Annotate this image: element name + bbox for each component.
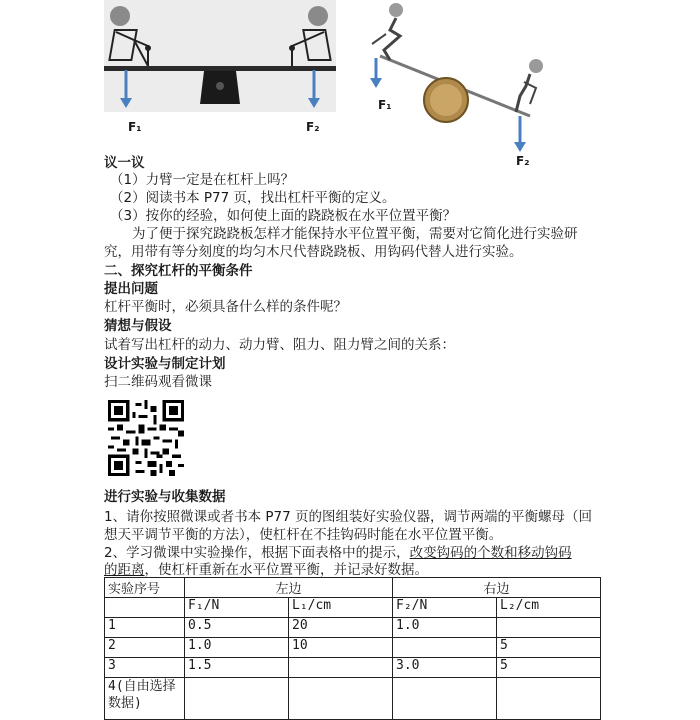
step2-line2-b: ，使杠杆重新在水平位置平衡，并记录好数据。: [144, 562, 428, 578]
discuss-q3: （3）按你的经验，如何使上面的跷跷板在水平位置平衡？: [110, 208, 457, 224]
cell-f1[interactable]: [185, 678, 289, 720]
ask-text: 杠杆平衡时，必须具备什么样的条件呢？: [104, 299, 347, 315]
cell-l1[interactable]: 20: [289, 618, 393, 638]
step1-line2: 想天平调节平衡的方法），使杠杆在不挂钩码时能在水平位置平衡。: [104, 527, 503, 543]
cell-id: 2: [105, 638, 185, 658]
subheader-l1: L₁/cm: [289, 598, 393, 618]
step1-line1: 1、请你按照微课或者书本 P77 页的图组装好实验仪器，调节两端的平衡螺母（回: [104, 509, 592, 525]
cell-l2[interactable]: [497, 618, 601, 638]
cell-l1[interactable]: [289, 678, 393, 720]
cell-f1[interactable]: 1.5: [185, 658, 289, 678]
table-row: [105, 618, 601, 638]
subheader-l2: L₂/cm: [497, 598, 601, 618]
right-f2-label: F₂: [516, 154, 530, 168]
design-heading: 设计实验与制定计划: [104, 356, 226, 372]
step2-line1-b: 改变钩码的个数和移动钩码: [409, 545, 572, 561]
discuss-q2: （2）阅读书本 P77 页，找出杠杆平衡的定义。: [110, 190, 396, 206]
right-f1-label: F₁: [378, 98, 392, 112]
step2-line2-a: 的距离: [104, 562, 145, 578]
subheader-empty: [105, 598, 185, 618]
header-right: 右边: [393, 578, 601, 598]
cell-f1[interactable]: 1.0: [185, 638, 289, 658]
cell-f1[interactable]: 0.5: [185, 618, 289, 638]
discuss-q1: （1）力臂一定是在杠杆上吗？: [110, 172, 295, 188]
ask-heading: 提出问题: [104, 281, 158, 297]
header-col0: 实验序号: [105, 578, 185, 598]
table-header-row: [105, 578, 601, 598]
table-subheader-row: [105, 598, 601, 618]
step2-line1-a: 2、学习微课中实验操作，根据下面表格中的提示，: [104, 545, 410, 561]
table-row: [105, 638, 601, 658]
seesaw-figure-left: [104, 0, 336, 112]
table-row: [105, 678, 601, 720]
left-f2-label: F₂: [306, 120, 320, 134]
do-heading: 进行实验与收集数据: [104, 489, 226, 505]
table-row: [105, 658, 601, 678]
cell-f2[interactable]: [393, 678, 497, 720]
cell-id: 1: [105, 618, 185, 638]
cell-f2[interactable]: [393, 638, 497, 658]
cell-l2[interactable]: 5: [497, 638, 601, 658]
left-f1-label: F₁: [128, 120, 142, 134]
section-two-heading: 二、探究杠杆的平衡条件: [104, 263, 253, 279]
guess-text: 试着写出杠杆的动力、动力臂、阻力、阻力臂之间的关系：: [104, 337, 455, 353]
cell-f2[interactable]: 1.0: [393, 618, 497, 638]
cell-f2[interactable]: 3.0: [393, 658, 497, 678]
cell-id: 3: [105, 658, 185, 678]
cell-l2[interactable]: [497, 678, 601, 720]
subheader-f1: F₁/N: [185, 598, 289, 618]
cell-id: 4(自由选择数据): [105, 678, 185, 720]
step2-line1: [104, 545, 572, 562]
qr-code-image[interactable]: [108, 400, 184, 476]
discuss-heading: 议一议: [104, 155, 145, 171]
subheader-f2: F₂/N: [393, 598, 497, 618]
cell-l1[interactable]: 10: [289, 638, 393, 658]
guess-heading: 猜想与假设: [104, 318, 172, 334]
seesaw-figure-right: [360, 0, 560, 160]
discuss-para-line1: 为了便于探究跷跷板怎样才能保持水平位置平衡，需要对它简化进行实验研: [132, 226, 578, 242]
qr-text: 扫二维码观看微课: [104, 374, 212, 390]
data-table: [104, 577, 601, 720]
cell-l2[interactable]: 5: [497, 658, 601, 678]
cell-l1[interactable]: [289, 658, 393, 678]
discuss-para-line2: 究，用带有等分刻度的均匀木尺代替跷跷板、用钩码代替人进行实验。: [104, 244, 523, 260]
header-left: 左边: [185, 578, 393, 598]
